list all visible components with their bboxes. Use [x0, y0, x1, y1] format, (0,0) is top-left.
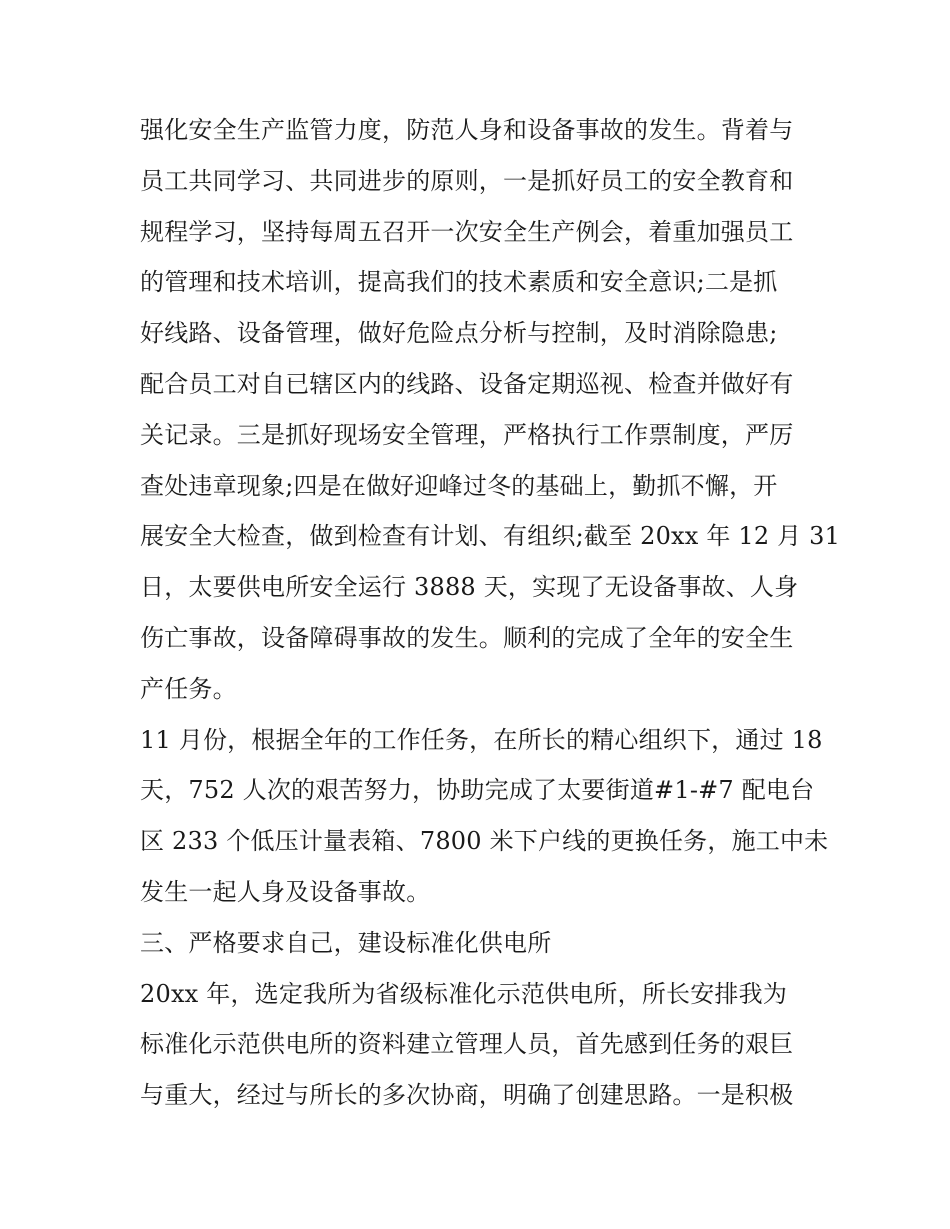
text-line: 日，太要供电所安全运行 3888 天，实现了无设备事故、人身: [140, 573, 799, 602]
text-line: 强化安全生产监管力度，防范人身和设备事故的发生。背着与: [140, 116, 794, 144]
text-line: 产任务。: [140, 674, 237, 703]
text-line: 伤亡事故，设备障碍事故的发生。顺利的完成了全年的安全生: [140, 623, 794, 652]
text-line: 20xx 年，选定我所为省级标准化示范供电所，所长安排我为: [140, 979, 788, 1008]
section-heading: 三、严格要求自己，建设标准化供电所: [140, 928, 552, 957]
text-line: 11 月份，根据全年的工作任务，在所长的精心组织下，通过 18: [140, 725, 823, 754]
text-line: 展安全大检查，做到检查有计划、有组织;截至 20xx 年 12 月 31: [140, 522, 841, 551]
text-line: 发生一起人身及设备事故。: [140, 877, 431, 906]
text-line: 关记录。三是抓好现场安全管理，严格执行工作票制度，严厉: [140, 420, 794, 449]
text-line: 区 233 个低压计量表箱、7800 米下户线的更换任务，施工中未: [140, 827, 829, 856]
text-line: 好线路、设备管理，做好危险点分析与控制，及时消除隐患;: [140, 319, 778, 348]
text-line: 与重大，经过与所长的多次协商，明确了创建思路。一是积极: [140, 1081, 794, 1110]
document-body: [140, 105, 841, 1121]
text-line: 员工共同学习、共同进步的原则，一是抓好员工的安全教育和: [140, 166, 794, 195]
text-line: 天，752 人次的艰苦努力，协助完成了太要街道#1-#7 配电台: [140, 776, 815, 805]
text-line: 的管理和技术培训，提高我们的技术素质和安全意识;二是抓: [140, 268, 778, 297]
text-line: 规程学习，坚持每周五召开一次安全生产例会，着重加强员工: [140, 217, 794, 246]
text-line: 配合员工对自已辖区内的线路、设备定期巡视、检查并做好有: [140, 369, 794, 398]
text-line: 标准化示范供电所的资料建立管理人员，首先感到任务的艰巨: [140, 1030, 794, 1059]
text-line: 查处违章现象;四是在做好迎峰过冬的基础上，勤抓不懈，开: [140, 471, 778, 500]
